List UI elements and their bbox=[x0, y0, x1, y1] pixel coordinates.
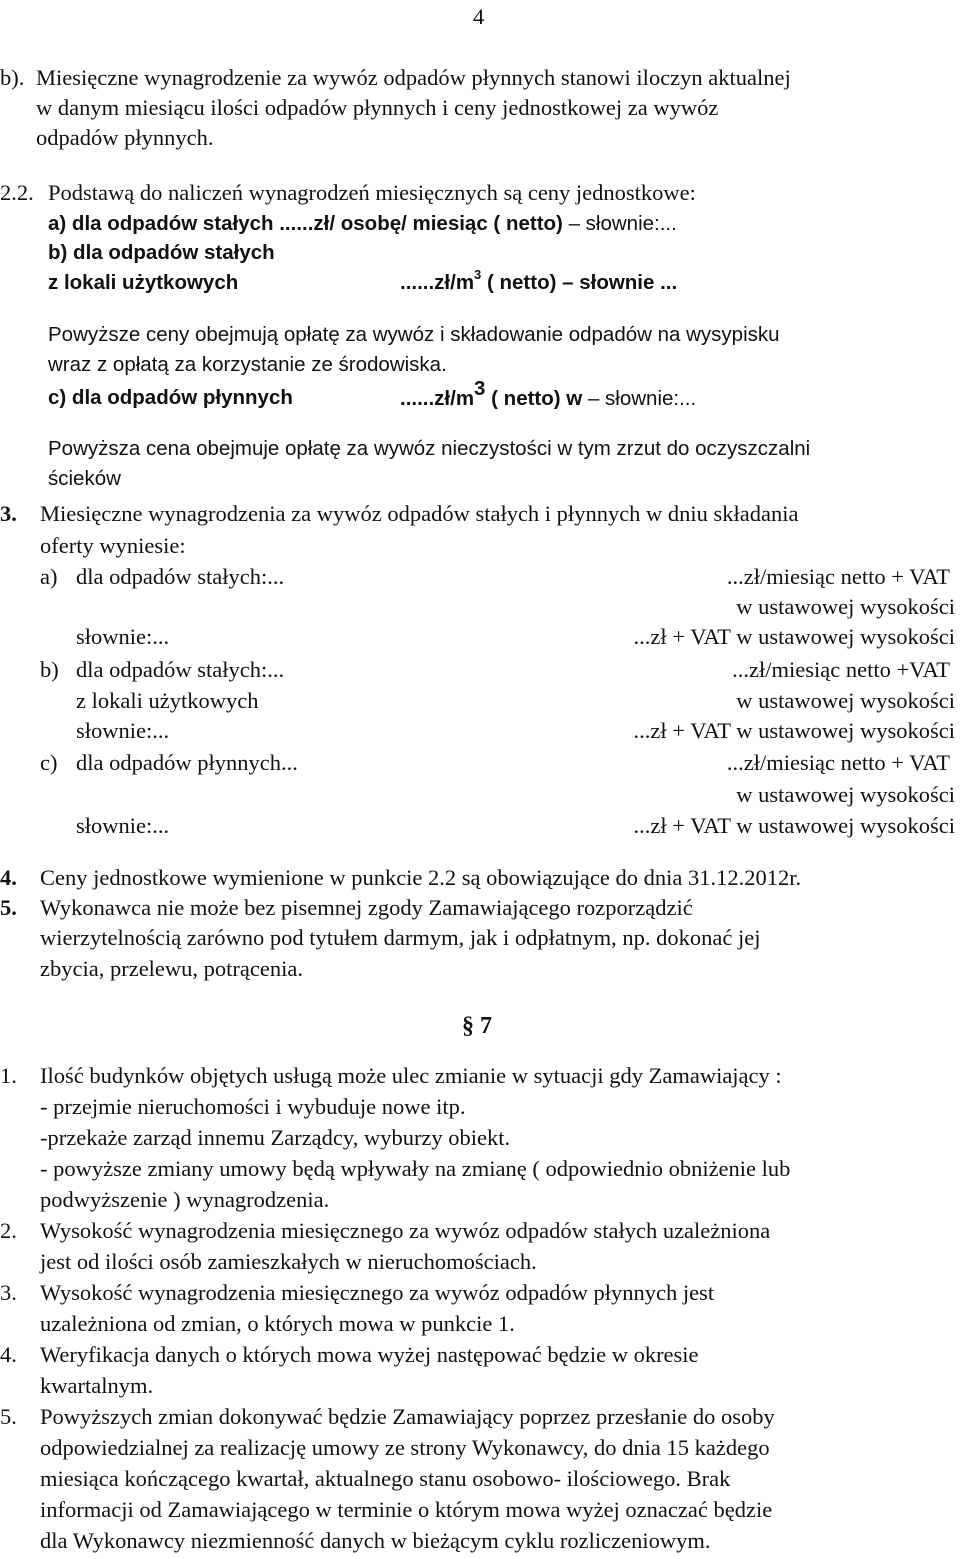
par7-point-1-line-5: podwyższenie ) wynagrodzenia. bbox=[40, 1187, 330, 1212]
par7-point-5-line-1: Powyższych zmian dokonywać będzie Zamawiający poprzez przesłanie do osoby bbox=[40, 1404, 775, 1429]
par7-point-3-number: 3. bbox=[0, 1280, 17, 1305]
price-c-value bbox=[400, 376, 697, 414]
price-b-prefix: ......zł/m bbox=[400, 271, 475, 294]
offer-b-sublabel: z lokali użytkowych bbox=[76, 688, 259, 713]
offer-c-label: c) bbox=[40, 750, 58, 775]
section-3-line-1: Miesięczne wynagrodzenia za wywóz odpadów stałych i płynnych w dniu składania bbox=[40, 501, 799, 526]
par7-point-2-number: 2. bbox=[0, 1218, 17, 1243]
note-2-line-2: ścieków bbox=[48, 467, 121, 490]
offer-c-slownie: słownie:... bbox=[76, 813, 170, 838]
price-c-label: c) dla odpadów płynnych bbox=[48, 386, 293, 409]
price-a-label: a) dla odpadów stałych ......zł/ osobę/ miesiąc ( netto) bbox=[48, 212, 563, 235]
section-3-number: 3. bbox=[0, 501, 17, 526]
offer-a-text: dla odpadów stałych:... bbox=[76, 564, 285, 589]
offer-c-amount: ...zł/miesiąc netto + VAT bbox=[726, 750, 950, 775]
par7-point-1-line-1: Ilość budynków objętych usługą może ulec zmianie w sytuacji gdy Zamawiający : bbox=[40, 1063, 782, 1088]
section-5-line-3: zbycia, przelewu, potrącenia. bbox=[40, 956, 303, 981]
offer-a-slownie: słownie:... bbox=[76, 624, 170, 649]
par7-point-5-line-2: odpowiedzialnej za realizację umowy ze strony Wykonawcy, do dnia 15 każdego bbox=[40, 1435, 770, 1460]
section-b-line-2: w danym miesiącu ilości odpadów płynnych i ceny jednostkowej za wywóz bbox=[36, 95, 719, 120]
price-a-line bbox=[48, 208, 677, 239]
par7-point-1-line-3: -przekaże zarząd innemu Zarządcy, wyburzy obiekt. bbox=[40, 1125, 511, 1150]
par7-point-5-line-5: dla Wykonawcy niezmienność danych w bieżącym cyklu rozliczeniowym. bbox=[40, 1528, 711, 1553]
section-3-line-2: oferty wyniesie: bbox=[40, 533, 186, 558]
par7-point-3-line-1: Wysokość wynagrodzenia miesięcznego za wywóz odpadów płynnych jest bbox=[40, 1280, 715, 1305]
section-b-line-1: Miesięczne wynagrodzenie za wywóz odpadów płynnych stanowi iloczyn aktualnej bbox=[36, 65, 791, 90]
note-2-line-1: Powyższa cena obejmuje opłatę za wywóz nieczystości w tym zrzut do oczyszczalni bbox=[48, 437, 811, 460]
offer-b-amount: ...zł/miesiąc netto +VAT bbox=[732, 657, 950, 682]
section-b-line-3: odpadów płynnych. bbox=[36, 125, 214, 150]
offer-b-label: b) bbox=[40, 657, 59, 682]
par7-point-2-line-2: jest od ilości osób zamieszkałych w nieruchomościach. bbox=[40, 1249, 537, 1274]
offer-a-vat-note: w ustawowej wysokości bbox=[736, 594, 955, 619]
offer-c-text: dla odpadów płynnych... bbox=[76, 750, 298, 775]
note-1-line-1: Powyższe ceny obejmują opłatę za wywóz i składowanie odpadów na wysypisku bbox=[48, 323, 780, 346]
par7-point-4-line-2: kwartalnym. bbox=[40, 1373, 154, 1398]
par7-point-1-line-2: - przejmie nieruchomości i wybuduje nowe itp. bbox=[40, 1094, 466, 1119]
section-2-2-intro: Podstawą do naliczeń wynagrodzeń miesięcznych są ceny jednostkowe: bbox=[48, 180, 696, 205]
price-b-value bbox=[400, 268, 677, 298]
par7-point-5-number: 5. bbox=[0, 1404, 17, 1429]
note-1-line-2: wraz z opłatą za korzystanie ze środowiska. bbox=[48, 353, 447, 376]
section-b-label: b). bbox=[0, 65, 25, 90]
price-c-suffix: ( netto) w bbox=[485, 387, 583, 410]
page-number: 4 bbox=[473, 4, 485, 29]
offer-b-slownie: słownie:... bbox=[76, 718, 170, 743]
par7-point-5-line-3: miesiąca kończącego kwartał, aktualnego stanu osobowo- ilościowego. Brak bbox=[40, 1466, 731, 1491]
price-b-sublabel: z lokali użytkowych bbox=[48, 271, 239, 294]
price-a-slownie: – słownie:... bbox=[562, 212, 677, 235]
section-5-line-1: Wykonawca nie może bez pisemnej zgody Zamawiającego rozporządzić bbox=[40, 895, 693, 920]
price-b-suffix: ( netto) – słownie ... bbox=[481, 271, 678, 294]
section-5-line-2: wierzytelnością zarówno pod tytułem darmym, jak i odpłatnym, np. dokonać jej bbox=[40, 925, 761, 950]
price-c-prefix: ......zł/m bbox=[400, 387, 475, 410]
par7-point-4-line-1: Weryfikacja danych o których mowa wyżej następować będzie w okresie bbox=[40, 1342, 699, 1367]
offer-b-vat-note: w ustawowej wysokości bbox=[736, 688, 955, 713]
section-4-text: Ceny jednostkowe wymienione w punkcie 2.2 są obowiązujące do dnia 31.12.2012r. bbox=[40, 865, 802, 890]
price-b-label: b) dla odpadów stałych bbox=[48, 241, 275, 264]
offer-c-slownie-amount: ...zł + VAT w ustawowej wysokości bbox=[633, 813, 955, 838]
par7-point-2-line-1: Wysokość wynagrodzenia miesięcznego za wywóz odpadów stałych uzależniona bbox=[40, 1218, 771, 1243]
offer-b-slownie-amount: ...zł + VAT w ustawowej wysokości bbox=[633, 718, 955, 743]
offer-c-vat-note: w ustawowej wysokości bbox=[736, 782, 955, 807]
price-c-slownie: – słownie:... bbox=[582, 387, 697, 410]
section-4-number: 4. bbox=[0, 865, 17, 890]
price-c-superscript: 3 bbox=[474, 376, 486, 400]
price-b-superscript: 3 bbox=[474, 267, 482, 283]
section-5-number: 5. bbox=[0, 895, 17, 920]
par7-point-4-number: 4. bbox=[0, 1342, 17, 1367]
paragraph-heading: § 7 bbox=[462, 1013, 492, 1039]
offer-a-label: a) bbox=[40, 564, 58, 589]
par7-point-5-line-4: informacji od Zamawiającego w terminie o którym mowa wyżej oznaczać będzie bbox=[40, 1497, 773, 1522]
section-2-2-label: 2.2. bbox=[0, 180, 34, 205]
offer-a-slownie-amount: ...zł + VAT w ustawowej wysokości bbox=[633, 624, 955, 649]
par7-point-3-line-2: uzależniona od zmian, o których mowa w punkcie 1. bbox=[40, 1311, 515, 1336]
offer-b-text: dla odpadów stałych:... bbox=[76, 657, 285, 682]
par7-point-1-line-4: - powyższe zmiany umowy będą wpływały na zmianę ( odpowiednio obniżenie lub bbox=[40, 1156, 791, 1181]
par7-point-1-number: 1. bbox=[0, 1063, 17, 1088]
offer-a-amount: ...zł/miesiąc netto + VAT bbox=[726, 564, 950, 589]
